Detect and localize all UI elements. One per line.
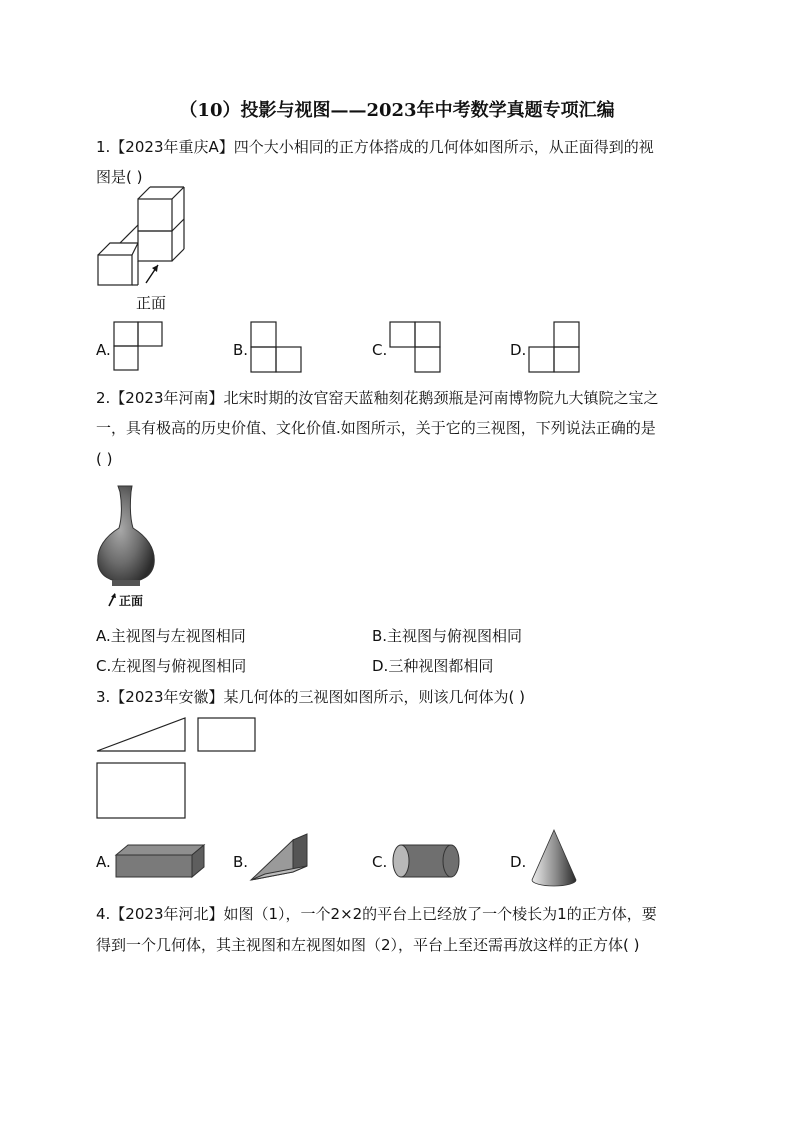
q1-cube-figure [96,195,196,285]
q1-text-line1: 1.【2023年重庆A】四个大小相同的正方体搭成的几何体如图所示，从正面得到的视 [96,138,654,156]
q1-option-a-figure [114,322,164,372]
q3-option-a[interactable]: A. [96,853,111,871]
q1-front-label: 正面 [136,294,167,312]
q1-option-a[interactable]: A. [96,341,111,359]
q3-option-b-prism [249,832,311,882]
q1-option-c-figure [390,322,442,374]
q3-option-d[interactable]: D. [510,853,527,871]
q3-option-b[interactable]: B. [233,853,249,871]
q2-text-line2: 一，具有极高的历史价值、文化价值.如图所示，关于它的三视图，下列说法正确的是 [96,419,656,437]
q2-front-arrow-icon [106,592,120,608]
q2-vase-image [96,484,156,590]
q3-option-a-cuboid [114,843,206,879]
q3-option-c-cylinder [393,843,461,879]
q3-option-d-cone [530,828,578,888]
q1-option-c[interactable]: C. [372,341,388,359]
q1-option-b[interactable]: B. [233,341,249,359]
q2-option-b[interactable]: B.主视图与俯视图相同 [372,627,523,645]
q1-option-b-figure [251,322,303,374]
q4-text-line2: 得到一个几何体，其主视图和左视图如图（2），平台上至还需再放这样的正方体( ) [96,936,640,954]
page-title: （10）投影与视图——2023年中考数学真题专项汇编 [179,100,615,121]
q4-text-line1: 4.【2023年河北】如图（1），一个2×2的平台上已经放了一个棱长为1的正方体，要 [96,905,657,923]
q3-text-line1: 3.【2023年安徽】某几何体的三视图如图所示，则该几何体为( ) [96,688,525,706]
q2-option-d[interactable]: D.三种视图都相同 [372,657,494,675]
q2-option-a[interactable]: A.主视图与左视图相同 [96,627,246,645]
q3-three-views-figure [96,716,258,820]
q2-option-c[interactable]: C.左视图与俯视图相同 [96,657,247,675]
q1-text-line2: 图是( ) [96,168,143,186]
q1-option-d[interactable]: D. [510,341,527,359]
q2-text-line1: 2.【2023年河南】北宋时期的汝官窑天蓝釉刻花鹅颈瓶是河南博物院九大镇院之宝之 [96,389,659,407]
q1-option-d-figure [529,322,581,374]
q3-option-c[interactable]: C. [372,853,388,871]
q2-text-line3: ( ) [96,450,113,468]
q2-front-label: 正面 [119,594,144,608]
